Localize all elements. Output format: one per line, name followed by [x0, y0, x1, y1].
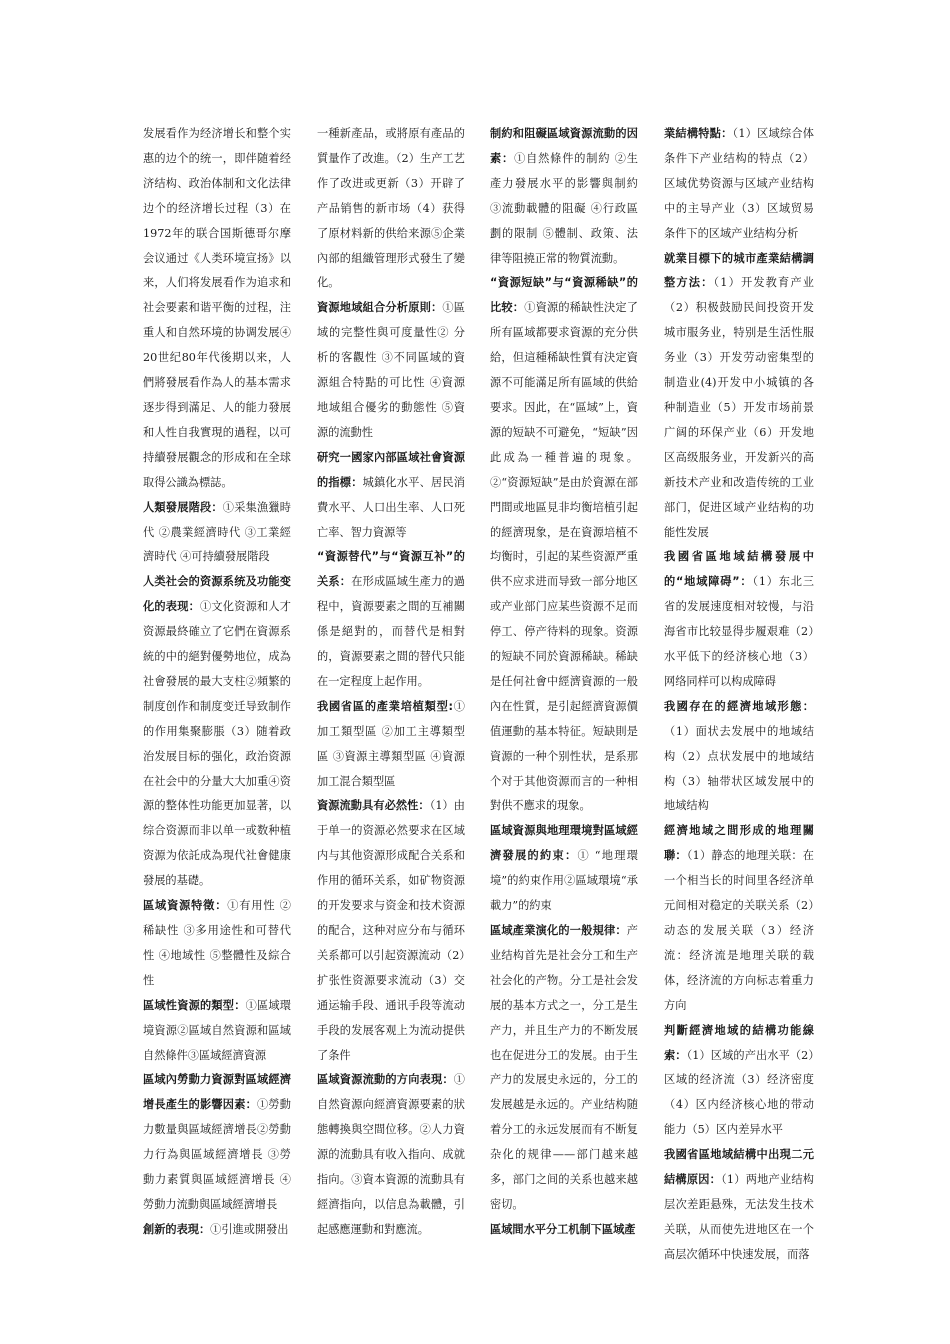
paragraph [143, 570, 291, 894]
paragraph [490, 271, 638, 819]
paragraph [490, 919, 638, 1218]
paragraph-heading: 資源地域組合分析原則： [317, 301, 443, 315]
paragraph-text: ①資源的稀缺性決定了所有區域都要求資源的充分供給，但這種稀缺性質有決定資源不可能滿足所有區域的供給要求。因此，在“區域”上，資源的短缺不可避免，“短缺”因此成為一種普遍的現象。②“资源短缺”是由於資源在部門間或地區見非均衡培植引起的經濟現象，是在資源培植不均衡时，引起的某些资源严重供不应求进而导致一部分地区或产业部门应某些资源不足而停工、停产待料的现象。资源的短缺不同於資源稀缺。稀缺是任何社會中經濟資源的一般內在性質，是引起經濟資源價值運動的基本特征。短缺則是資源的一种个别性状，是系那个对于其他资源而言的一种相對供不應求的現象。 [490, 301, 638, 813]
paragraph-text: 在形成區域生產力的過程中，資源要素之間的互補關係是絕對的，而替代是相對的，資源要素之間的替代只能在一定程度上起作用。 [317, 575, 465, 688]
text-column-3 [490, 122, 638, 1243]
paragraph-text: ①自然條件的制約 ②生產力發展水平的影響與制約 ③流動載體的阻礙 ④行政區劃的限制 ⑤體制、政策、法律等阻撓正常的物質流動。 [490, 151, 638, 265]
paragraph-text: ①勞動力數量與區域經濟增長②勞動力行為與區域經濟增長 ③勞動力素質與區域經濟增長 ④勞動力流動與區域經濟增長 [143, 1098, 291, 1211]
paragraph-text: （1）区域综合体条件下产业结构的特点（2）区域优势资源与区域产业结构中的主导产业（3）区域贸易条件下的区域产业结构分析 [664, 127, 814, 240]
paragraph [317, 794, 465, 1068]
paragraph-heading: 研究一國家內部區域社會資源的指標： [317, 450, 465, 489]
paragraph-text: ①采集漁獵時代 ②農業經濟時代 ③工業經濟時代 ④可持續發展階段 [143, 500, 291, 564]
paragraph [143, 894, 291, 994]
paragraph-heading: 區域性資源的類型： [143, 998, 246, 1012]
paragraph-heading: 人類發展階段： [143, 500, 223, 514]
paragraph-heading: 區域產業演化的一般規律： [490, 924, 627, 937]
text-column-2 [317, 122, 465, 1243]
paragraph-text: ①區域的完整性與可度量性② 分析的客觀性 ③不同區域的資源組合特點的可比性 ④資源地域組合優劣的動態性 ⑤資源的流動性 [317, 301, 465, 439]
paragraph-text: 一種新產品，或將原有產品的質量作了改進。（2）生产工艺作了改进或更新（3）开辟了产品销售的新市场（4）获得了原材料新的供给来源⑤企業內部的組織管理形式發生了變化。 [317, 127, 465, 290]
paragraph-heading: 我國存在的經濟地域形態： [664, 699, 814, 713]
paragraph-text: （1）东北三省的发展速度相对较慢，与沿海省市比较显得步履艰难（2）水平低下的经济核心地（3）网络同样可以构成障碍 [664, 575, 814, 688]
paragraph-text: （1）面状去发展中的地域结构（2）点状发展中的地域结构（3）轴带状区域发展中的地域结构 [664, 724, 814, 813]
paragraph-text: ①自然資源向經濟資源要素的狀態轉換與空間位移。②人力資源的流動具有收入指向、成就指向。③資本資源的流動具有經濟指向，以信息為載體，引起感應運動和對應流。 [317, 1073, 465, 1236]
paragraph [490, 1218, 638, 1243]
paragraph [317, 122, 465, 296]
paragraph-heading: “資源替代”与“資源互补”的关系： [317, 550, 465, 589]
text-column-1 [143, 122, 291, 1243]
paragraph [317, 296, 465, 445]
paragraph-text: （1）静态的地理关联：在一个相当长的时间里各经济单元间相对稳定的关联关系（2）动态的发展关联（3）经济流：经济流是地理关联的载体，经济流的方向标志着重力方向 [664, 849, 814, 1012]
paragraph [143, 122, 291, 496]
paragraph [664, 819, 814, 1018]
paragraph [143, 1068, 291, 1217]
paragraph-heading: 制約和阻礙區域資源流動的因素： [490, 127, 638, 165]
paragraph-text: ①區域環境資源②區域自然資源和區域自然條件③區域經濟資源 [143, 998, 291, 1062]
paragraph-text: （1）区域的产出水平（2）区域的经济流（3）经济密度（4）区内经济核心地的带动能力（5）区内差异水平 [664, 1048, 814, 1137]
paragraph [317, 446, 465, 546]
paragraph-heading: 區域資源與地理環境對區域經濟發展的約束： [490, 824, 638, 863]
paragraph-text: 城鎮化水平、居民消費水平、人口出生率、人口死亡率、智力資源等 [317, 475, 465, 539]
paragraph-text: 产业结构首先是社会分工和生产社会化的产物。分工是社会发展的基本方式之一，分工是生产力，并且生产力的不断发展也在促进分工的发展。由于生产力的发展史永远的，分工的发展越是永远的。产业结构随着分工的永远发展而有不断复杂化的规律——部门越来越多，部门之间的关系也越来越密切。 [490, 924, 638, 1211]
paragraph-text: ① “地理環境”的約束作用②區域環境“承載力”的約束 [490, 849, 638, 913]
paragraph-heading: 我國省區的產業培植類型: [317, 699, 454, 713]
paragraph-heading: 我國省區地域結構發展中的“地域障碍”： [664, 550, 814, 589]
paragraph-heading: 判斷經濟地域的結構功能線索： [664, 1023, 814, 1062]
paragraph [490, 819, 638, 919]
paragraph [143, 496, 291, 571]
paragraph [664, 247, 814, 546]
paragraph-text: ①文化资源和人才资源最終確立了它們在資源系統的中的絕對優勢地位，成為社會發展的最大支柱②頻繁的制度创作和制度变迁导致制作的作用集聚膨脹（3）随着政治发展目标的强化，政治资源在社会中的分量大大加重④资源的整体性功能更加显著，以综合资源而非以单一或数种植资源为依託成為現代社會健康發展的基礎。 [143, 600, 291, 888]
paragraph-heading: “資源短缺”与“資源稀缺”的比较： [490, 276, 638, 315]
paragraph-heading: 我國省區地域結構中出現二元結構原因： [664, 1148, 814, 1187]
paragraph-heading: 經濟地域之間形成的地理關聯： [664, 824, 814, 863]
paragraph-heading: 區域內勞動力資源對區域經濟增長產生的影響因素： [143, 1073, 291, 1112]
paragraph [664, 695, 814, 820]
paragraph [664, 1019, 814, 1144]
paragraph-text: ①加工類型區 ②加工主導類型區 ③資源主導類型區 ④資源加工混合類型區 [317, 699, 465, 788]
paragraph-text: （1）开发教育产业（2）积极鼓励民间投资开发城市服务业，特别是生活性服务业（3）开发劳动密集型的制造业(4)开发中小城镇的各种制造业（5）开发市场前景广阔的环保产业（6）开发地区高级服务业，开发新兴的高新技术产业和改造传统的工业部门，促进区域产业结构的功能性发展 [664, 276, 814, 539]
paragraph [143, 994, 291, 1069]
paragraph [317, 695, 465, 795]
paragraph-heading: 區域間水平分工机制下區域產 [490, 1222, 636, 1236]
paragraph-text: （1）由于单一的资源必然要求在区域内与其他资源形成配合关系和作用的循环关系，如矿物资源的开发要求与资金和技术资源的配合，这种对应分布与循环关系都可以引起资源流动（2）扩张性资源要求流动（3）交通运输手段、通讯手段等流动手段的发展客观上为流动提供了条件 [317, 799, 465, 1062]
paragraph [143, 1218, 291, 1243]
paragraph [317, 545, 465, 694]
paragraph-heading: 區域資源流動的方向表現： [317, 1073, 454, 1087]
paragraph [664, 122, 814, 247]
paragraph [490, 122, 638, 271]
paragraph-heading: 業結構特點： [664, 127, 733, 140]
paragraph-text: （1）两地产业结构层次差距悬殊，无法发生技术关联，从而使先进地区在一个高层次循环中快速发展，而落 [664, 1173, 814, 1261]
paragraph-text: ①有用性 ②稀缺性 ③多用途性和可替代性 ④地域性 ⑤整體性及綜合性 [143, 899, 291, 987]
paragraph-text: ①引進或開發出 [210, 1222, 289, 1236]
paragraph-heading: 人类社会的资源系统及功能变化的表现： [143, 575, 291, 614]
paragraph-heading: 資源流動具有必然性： [317, 799, 430, 813]
paragraph-heading: 創新的表現： [143, 1222, 211, 1236]
paragraph [664, 1143, 814, 1268]
paragraph-text: 发展看作为经济增长和整个实惠的边个的统一，即伴随着经济结构、政治体制和文化法律边个的经济增长过程（3）在1972年的联合国斯德哥尔摩会议通过《人类环境宣扬》以来，人们将发展看作为追求和社会要素和谐平衡的过程，注重人和自然环境的协调发展④20世纪80年代後期以来，人們將發展看作為人的基本需求逐步得到滿足、人的能力發展和人性自我實現的過程，以可持續發展觀念的形成和在全球取得公識為標誌。 [143, 127, 291, 489]
paragraph-heading: 就業目標下的城市產業結構調整方法： [664, 251, 814, 290]
paragraph [317, 1068, 465, 1242]
paragraph-heading: 區域資源特徵： [143, 899, 228, 913]
paragraph [664, 545, 814, 694]
text-column-4 [664, 122, 814, 1268]
